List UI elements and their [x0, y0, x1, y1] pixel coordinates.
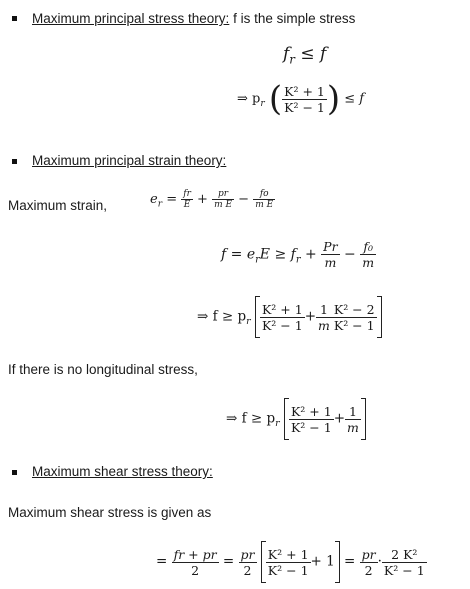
- max-strain-label: Maximum strain,: [8, 198, 108, 213]
- eq7-shear: = $\frac{fr + pr}{2}$ = $\frac{pr}{2}$ $\frac{\text{K² + 1}}{\text{K² − 1}}$ + 1 = $\frac{pr}{2}$ · $\frac{\text{2 K²}}{\text{K² − 1}}$: [156, 541, 427, 583]
- shear-given-as-text: Maximum shear stress is given as: [8, 505, 212, 520]
- eq2-pr-ratio: ⇒ $p_r$ ( $\frac{\text{K² + 1}}{\text{K² − 1}}$ ) ≤ f: [237, 79, 365, 119]
- eq4-f-strain: $f = e_rE \ge f_r$ + $\frac{Pr}{m}$ − $\frac{\text{f₀}}{m}$: [221, 239, 375, 270]
- principal-stress-line: [32, 11, 355, 26]
- principal-strain-line: [32, 153, 226, 168]
- bullet-principal-stress: [12, 16, 17, 21]
- principal-stress-rest: f is the simple stress: [229, 11, 356, 26]
- bullet-shear-stress: [12, 470, 17, 475]
- eq6-f-no-longitudinal: ⇒ $f \ge p_r$ $\frac{\text{K² + 1}}{\text{K² − 1}}$ + $\frac{1}{m}$: [226, 398, 366, 440]
- principal-stress-heading: Maximum principal stress theory:: [32, 11, 230, 26]
- eq1-fr-le-f: $f_r \le f$: [283, 44, 327, 67]
- shear-stress-line: [32, 464, 213, 479]
- principal-strain-heading: Maximum principal strain theory:: [32, 153, 227, 168]
- no-longitudinal-text: If there is no longitudinal stress,: [8, 362, 198, 377]
- eq5-f-strain-bracket: ⇒ $f \ge p_r$ $\frac{\text{K² + 1}}{\text{K² − 1}}$ + $\frac{1}{m}$ $\frac{\text{K² − 2}}{\text{K² − 1}}$: [197, 296, 382, 338]
- eq3-strain: $e_r$ = $\frac{fr}{E}$ + $\frac{pr}{\text{m E}}$ − $\frac{fo}{\text{m E}}$: [150, 189, 274, 210]
- bullet-principal-strain: [12, 159, 17, 164]
- shear-stress-heading: Maximum shear stress theory:: [32, 464, 213, 479]
